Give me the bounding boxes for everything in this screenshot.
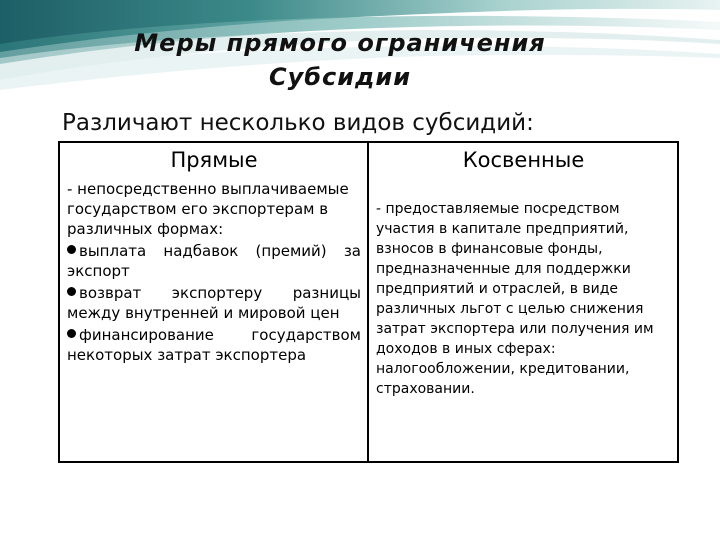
direct-header: Прямые [170, 148, 258, 172]
subsidies-table [58, 141, 679, 463]
indirect-content: - предоставляемые посредством участия в капитале предприятий, взносов в финансовые фонды, предназначенные для поддержки предприятий и отраслей, в виде различных льгот с целью снижения затрат экспортера или получения им доходов в иных сферах: налогообложении, кредитовании, страховании. [376, 201, 654, 397]
table-row [59, 142, 678, 462]
slide-title [60, 26, 620, 94]
list-item-text: финансирование государством некоторых затрат экспортера [67, 326, 361, 364]
direct-content [67, 179, 361, 365]
indirect-subsidies-cell [368, 142, 678, 462]
slide-subtitle: Различают несколько видов субсидий: [62, 110, 534, 136]
slide-title-line2: Субсидии [268, 63, 412, 91]
direct-subsidies-cell [59, 142, 368, 462]
indirect-header: Косвенные [462, 148, 585, 172]
bullet-icon [67, 329, 76, 338]
bullet-icon [67, 287, 76, 296]
list-item-text: возврат экспортеру разницы между внутренней и мировой цен [67, 284, 361, 322]
slide-title-line1: Меры прямого ограничения [134, 29, 546, 57]
list-item [67, 325, 361, 365]
list-item-text: выплата надбавок (премий) за экспорт [67, 242, 361, 280]
direct-intro: - непосредственно выплачиваемые государством его экспортерам в различных формах: [67, 180, 349, 238]
list-item [67, 241, 361, 281]
bullet-icon [67, 245, 76, 254]
list-item [67, 283, 361, 323]
